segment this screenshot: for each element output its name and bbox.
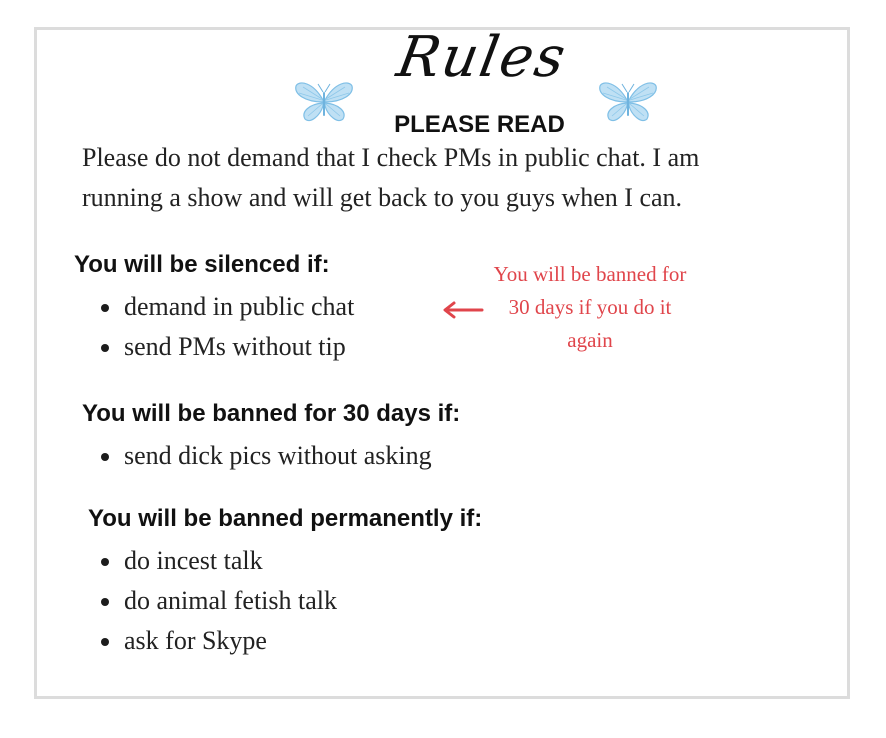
list-item: demand in public chat — [100, 287, 354, 327]
intro-paragraph: Please do not demand that I check PMs in public chat. I am running a show and will get back to you guys when I can. — [82, 143, 700, 212]
section-heading-silenced: You will be silenced if: — [74, 251, 330, 278]
list-item: ask for Skype — [100, 621, 337, 661]
list-item: do animal fetish talk — [100, 581, 337, 621]
page-title: Rules — [392, 25, 572, 90]
butterfly-icon — [597, 78, 659, 124]
butterfly-icon — [293, 78, 355, 124]
list-item: send dick pics without asking — [100, 436, 432, 476]
rule-list-banned-permanently — [100, 541, 337, 661]
list-item: send PMs without tip — [100, 327, 354, 367]
section-heading-banned-30-days: You will be banned for 30 days if: — [82, 400, 461, 427]
rule-list-silenced — [100, 287, 354, 367]
rule-list-banned-30-days — [100, 436, 432, 476]
list-item: do incest talk — [100, 541, 337, 581]
warning-note: You will be banned for 30 days if you do it again — [493, 262, 687, 352]
page-subtitle: PLEASE READ — [394, 111, 565, 138]
arrow-left-icon — [442, 301, 484, 319]
section-heading-banned-permanently: You will be banned permanently if: — [88, 505, 483, 532]
